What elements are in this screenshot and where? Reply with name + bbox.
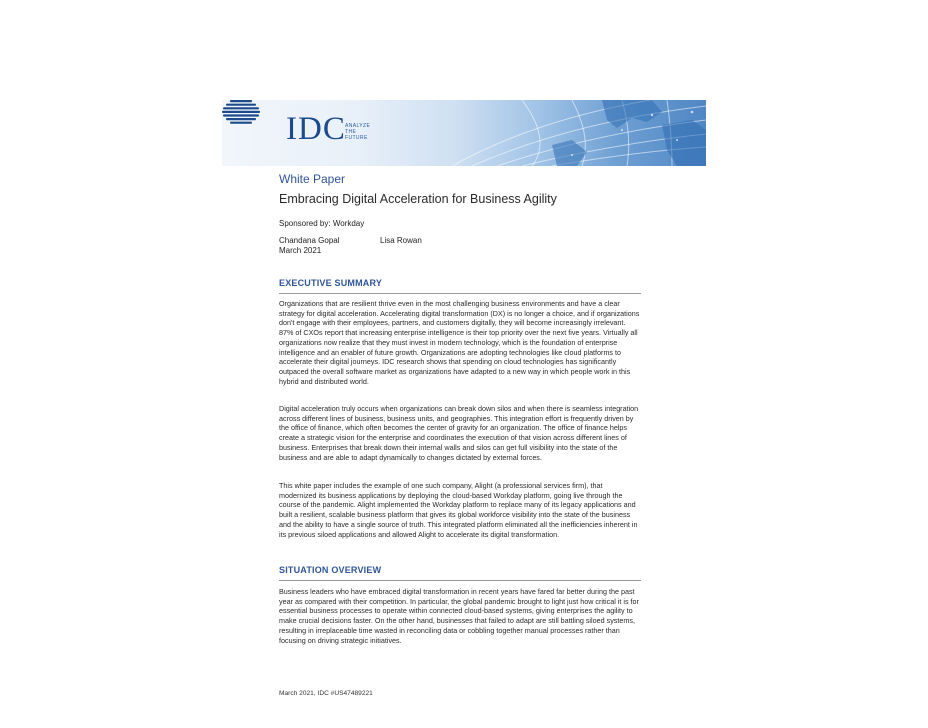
body-paragraph: Business leaders who have embraced digital transformation in recent years have fared far better during the past year as compared with their competition. In particular, the global pandemic brought to light just how critical it is for essential business processes to operate within connected cloud-based systems, giving enterprises the agility to make crucial decisions faster. On the other hand, businesses that failed to adapt are still battling siloed systems, resulting in irreplaceable time wasted in reconciling data or cobbling together manual processes rather than focusing on driving strategic initiatives. [279, 587, 639, 645]
idc-logo-text: IDC [286, 111, 346, 147]
section-heading: SITUATION OVERVIEW [279, 565, 382, 575]
section-heading: EXECUTIVE SUMMARY [279, 278, 383, 288]
section-divider [279, 580, 641, 581]
body-paragraph: Organizations that are resilient thrive even in the most challenging business environments and have a clear strategy for digital acceleration. Accelerating digital transformation (DX) is no longer a choice, and if organizations don't engage with their employees, partners, and customers digitally, they will become increasingly irrelevant. 87% of CXOs report that increasing enterprise intelligence is their top priority over the next five years. Virtually all organizations now realize that they must invest in modern technology, which is the foundation of enterprise intelligence and an enabler of future growth. Organizations are adopting technologies like cloud platforms to accelerate their digital journeys. IDC research shows that spending on cloud technologies has significantly outpaced the overall software market as organizations have adapted to a new way in which people work in this hybrid and distributed world. [279, 299, 640, 386]
document-date: March 2021 [279, 246, 322, 255]
document-type: White Paper [279, 172, 346, 186]
header-banner [222, 100, 706, 166]
document-title: Embracing Digital Acceleration for Business Agility [279, 192, 557, 206]
idc-logo-icon [222, 100, 260, 124]
body-paragraph: This white paper includes the example of one such company, Alight (a professional services firm), that modernized its business applications by deploying the cloud-based Workday platform, going live through the course of the pandemic. Alight implemented the Workday platform to replace many of its legacy applications and built a resilient, scalable business platform that gives its global workforce visibility into the state of the business and the ability to have a single source of truth. This integrated platform eliminated all the inefficiencies inherent in its previous siloed applications and allowed Alight to accelerate its digital transformation. [279, 481, 638, 539]
sponsor-line: Sponsored by: Workday [279, 219, 365, 228]
author-name: Lisa Rowan [380, 236, 422, 245]
section-divider [279, 293, 641, 294]
author-name: Chandana Gopal [279, 236, 340, 245]
logo-tagline: ANALYZE THE FUTURE [345, 123, 371, 141]
page-footer: March 2021, IDC #US47489221 [279, 690, 373, 697]
body-paragraph: Digital acceleration truly occurs when organizations can break down silos and when there is seamless integration across different lines of business, business units, and geographies. This integration effort is frequently driven by the office of finance, which often becomes the center of gravity for an organization. The office of finance helps create a strategic vision for the enterprise and coordinates the execution of that vision across different lines of business. Enterprises that break down their internal walls and silos can get full visibility into the state of the business and are able to adapt dynamically to changes dictated by external forces. [279, 404, 639, 462]
